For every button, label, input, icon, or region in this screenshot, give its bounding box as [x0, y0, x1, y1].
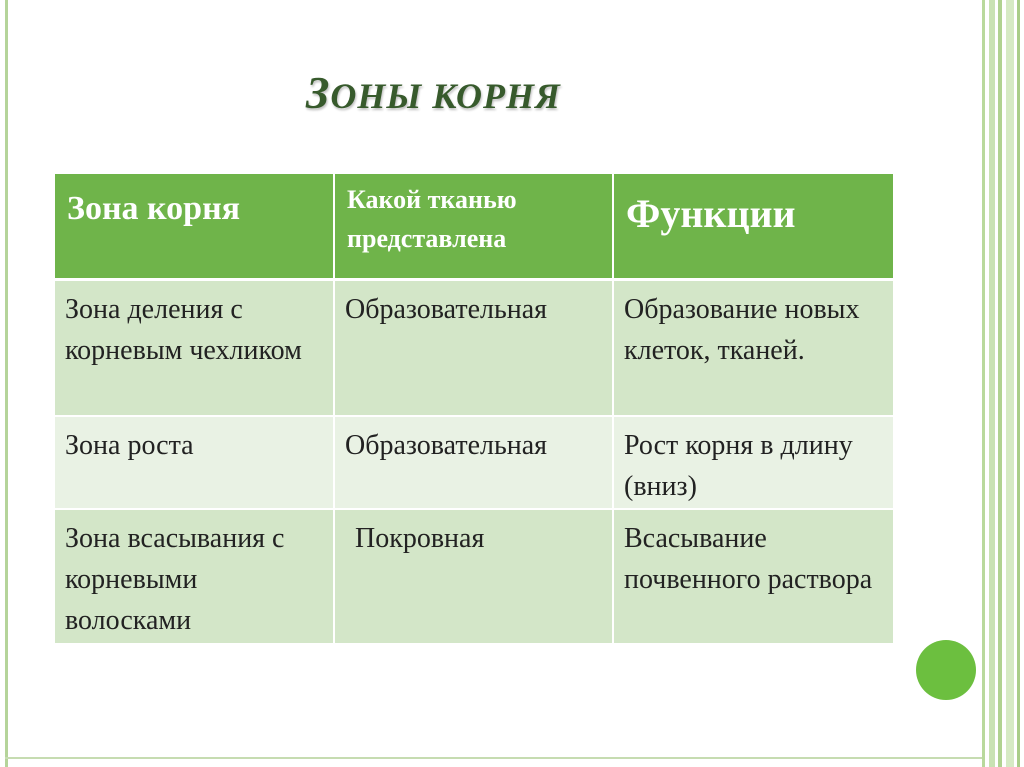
table-row	[55, 280, 893, 417]
frame-bottom-line	[5, 757, 984, 759]
table-row	[55, 509, 893, 644]
table-row	[55, 416, 893, 509]
decorative-stripes	[980, 0, 1024, 767]
table-header-row	[55, 174, 893, 280]
root-zones-table	[55, 174, 893, 645]
slide-title-initial: З	[306, 67, 331, 118]
cell-function: Всасывание почвенного раствора	[613, 509, 893, 644]
cell-tissue: Покровная	[334, 509, 613, 644]
slide-title-rest: ОНЫ КОРНЯ	[330, 76, 561, 116]
cell-tissue: Образовательная	[334, 416, 613, 509]
cell-zone: Зона роста	[55, 416, 334, 509]
header-zone: Зона корня	[55, 174, 334, 280]
cell-tissue: Образовательная	[334, 280, 613, 417]
cell-function: Рост корня в длину (вниз)	[613, 416, 893, 509]
cell-zone: Зона деления с корневым чехликом	[55, 280, 334, 417]
header-functions: Функции	[613, 174, 893, 280]
cell-zone: Зона всасывания с корневыми волосками	[55, 509, 334, 644]
cell-function: Образование новых клеток, тканей.	[613, 280, 893, 417]
slide-title	[306, 66, 561, 119]
frame-left-line	[5, 0, 8, 767]
header-tissue: Какой тканью представлена	[334, 174, 613, 280]
decorative-circle	[916, 640, 976, 700]
